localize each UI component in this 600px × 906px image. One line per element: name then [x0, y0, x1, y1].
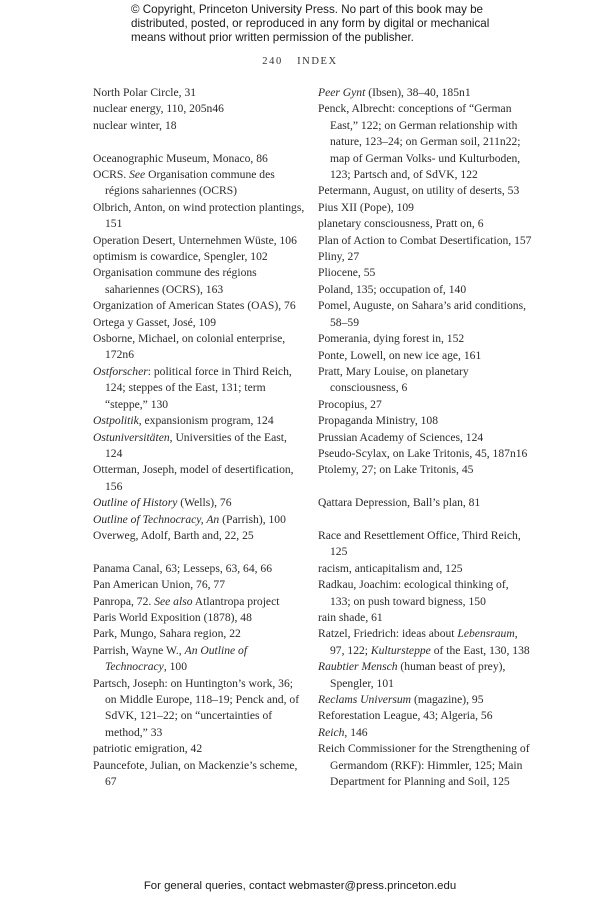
index-entry [318, 708, 532, 724]
section-title: INDEX [297, 56, 338, 67]
index-entry-text: Organisation commune des régions sahariennes (OCRS) [105, 168, 275, 198]
index-entry [93, 233, 307, 249]
index-entry-text: patriotic emigration, 42 [93, 742, 203, 756]
index-entry [93, 512, 307, 528]
index-entry-text: Petermann, August, on utility of deserts, 53 [318, 184, 520, 198]
index-entry [93, 594, 307, 610]
index-entry [318, 216, 532, 232]
index-entry-text: nuclear winter, 18 [93, 118, 177, 132]
letter-group-gap [318, 512, 532, 528]
index-entry-text: Pauncefote, Julian, on Mackenzie’s scheme, 67 [93, 758, 298, 789]
index-column-right [318, 85, 532, 790]
index-entry [93, 758, 307, 791]
index-entry-italic-text: Ostpolitik [93, 414, 139, 428]
index-entry [93, 626, 307, 642]
index-entry [93, 610, 307, 626]
index-entry [93, 265, 307, 298]
index-entry-text: planetary consciousness, Pratt on, 6 [318, 217, 484, 231]
index-entry-text: rain shade, 61 [318, 610, 383, 624]
index-entry-text: Reforestation League, 43; Algeria, 56 [318, 709, 493, 723]
index-entry-text: , 146 [344, 725, 368, 739]
index-entry [93, 200, 307, 233]
index-entry-text: Prussian Academy of Sciences, 124 [318, 430, 484, 444]
index-entry-text: North Polar Circle, 31 [93, 86, 197, 99]
index-entry [93, 462, 307, 495]
index-entry-text: Organisation commune des régions sahariennes (OCRS), 163 [93, 266, 257, 296]
index-entry-text: : political force in Third Reich, 124; steppes of the East, 131; term “steppe,” 130 [105, 364, 292, 411]
index-entry [93, 151, 307, 167]
index-entry-text: Otterman, Joseph, model of desertification, 156 [93, 463, 294, 493]
index-entry-text: of the East, 130, 138 [430, 643, 530, 657]
index-entry [318, 183, 532, 199]
index-entry [318, 446, 532, 462]
index-entry-text: Pomerania, dying forest in, 152 [318, 332, 465, 346]
index-entry-text: Parrish, Wayne W., [93, 643, 185, 657]
index-entry [93, 298, 307, 314]
index-entry-italic-text: Reich [318, 725, 345, 739]
page-number: 240 [262, 56, 283, 67]
index-entry [93, 643, 307, 676]
index-entry [93, 315, 307, 331]
index-entry-text: Pius XII (Pope), 109 [318, 200, 414, 214]
index-entry [318, 725, 532, 741]
index-entry [93, 561, 307, 577]
index-entry-text: Organization of American States (OAS), 76 [93, 299, 296, 313]
index-entry-text: Park, Mungo, Sahara region, 22 [93, 627, 241, 641]
index-entry [318, 101, 532, 183]
index-entry-text: OCRS. [93, 168, 130, 182]
index-column-left [93, 85, 307, 790]
index-entry-text: , 100 [163, 660, 187, 674]
index-entry [93, 331, 307, 364]
index-entry [93, 495, 307, 511]
index-entry [318, 659, 532, 692]
index-entry-text: Procopius, 27 [318, 397, 382, 411]
index-entry-italic-text: Ostuniversitäten [93, 430, 170, 444]
index-entry-text: optimism is cowardice, Spengler, 102 [93, 250, 268, 264]
index-entry-italic-text: Peer Gynt [318, 86, 366, 99]
index-entry-text: Race and Resettlement Office, Third Reich, 125 [318, 528, 521, 559]
index-entry-text: Olbrich, Anton, on wind protection plantings, 151 [93, 200, 305, 231]
index-entry-text: (Parrish), 100 [219, 512, 286, 526]
index-entry-text: Ponte, Lowell, on new ice age, 161 [318, 348, 482, 362]
index-entry [93, 101, 307, 117]
index-entry-text: Atlantropa project [192, 594, 280, 608]
index-entry-italic-text: Outline of Technocracy, An [93, 512, 220, 526]
index-entry-text: (magazine), 95 [411, 693, 484, 706]
index-entry [318, 265, 532, 281]
index-entry-text: Ptolemy, 27; on Lake Tritonis, 45 [318, 463, 474, 477]
index-entry-text: Plan of Action to Combat Desertification, 157 [318, 233, 532, 247]
index-entry-text: Ortega y Gasset, José, 109 [93, 315, 216, 329]
index-entry-italic-text: Reclams Universum [318, 693, 412, 706]
index-entry [93, 741, 307, 757]
index-entry-text: Oceanographic Museum, Monaco, 86 [93, 151, 268, 165]
index-entry-italic-text: Raubtier Mensch [318, 660, 398, 674]
index-entry [318, 348, 532, 364]
index-entry-text: (Ibsen), 38–40, 185n1 [365, 86, 471, 99]
index-entry-italic-text: See [129, 168, 146, 182]
index-entry-italic-text: An Outline of Technocracy [105, 643, 248, 674]
index-entry [318, 692, 532, 708]
index-entry-italic-text: Outline of History [93, 496, 178, 510]
letter-group-gap [93, 544, 307, 560]
index-entry [93, 528, 307, 544]
index-entry [318, 577, 532, 610]
index-entry-text: Paris World Exposition (1878), 48 [93, 610, 252, 624]
index-entry-italic-text: See also [154, 594, 193, 608]
index-entry [318, 397, 532, 413]
index-entry-text: Operation Desert, Unternehmen Wüste, 106 [93, 233, 297, 247]
index-entry [93, 364, 307, 413]
index-entry [93, 577, 307, 593]
index-entry-text: , 97, 122; [330, 627, 518, 657]
index-entry [318, 610, 532, 626]
index-entry [93, 167, 307, 200]
index-entry [93, 85, 307, 101]
index-entry-text: Pomel, Auguste, on Sahara’s arid conditions, 58–59 [318, 299, 527, 329]
index-entry [318, 626, 532, 659]
index-entry-text: Penck, Albrecht: conceptions of “German East,” 122; on German relationship with nature, 123–24; on German soil, 211n22; map of German Volks- und Kulturboden, 123; Partsch and, of SdVK, 122 [318, 102, 521, 182]
index-entry [93, 676, 307, 742]
index-entry-text: Propaganda Ministry, 108 [318, 414, 439, 428]
index-entry-text: Reich Commissioner for the Strengthening of Germandom (RKF): Himmler, 125; Main Department for Planning and Soil, 125 [318, 742, 530, 789]
index-entry-text: , expansionism program, 124 [138, 414, 274, 428]
index-entry-text: Pratt, Mary Louise, on planetary consciousness, 6 [318, 364, 469, 395]
index-entry [93, 430, 307, 463]
index-entry-text: racism, anticapitalism and, 125 [318, 561, 463, 575]
index-entry-text: , Universities of the East, 124 [105, 430, 287, 460]
index-entry [318, 462, 532, 478]
index-entry [318, 331, 532, 347]
index-entry-italic-text: Kultursteppe [370, 643, 431, 657]
index-entry [318, 741, 532, 790]
index-entry [318, 233, 532, 249]
index-entry-text: (Wells), 76 [177, 496, 232, 510]
index-entry-text: (human beast of prey), Spengler, 101 [330, 660, 506, 690]
letter-group-gap [318, 479, 532, 495]
index-entry [318, 249, 532, 265]
index-entry-text: Qattara Depression, Ball’s plan, 81 [318, 496, 481, 510]
index-entry-text: Pliny, 27 [318, 250, 360, 264]
index-entry-text: Pan American Union, 76, 77 [93, 578, 226, 592]
index-entry [318, 528, 532, 561]
index-entry [318, 282, 532, 298]
index-entry [318, 200, 532, 216]
index-entry-text: Panama Canal, 63; Lesseps, 63, 64, 66 [93, 561, 273, 575]
index-entry-text: Overweg, Adolf, Barth and, 22, 25 [93, 528, 254, 542]
index-entry [93, 118, 307, 134]
index-entry [318, 364, 532, 397]
index-entry-text: Partsch, Joseph: on Huntington’s work, 36; on Middle Europe, 118–19; Penck and, of SdVK, 121–22; on “uncertainties of method,” 33 [93, 676, 300, 739]
index-entry [318, 561, 532, 577]
letter-group-gap [93, 134, 307, 150]
index-entry [318, 495, 532, 511]
index-entry [318, 298, 532, 331]
index-entry [318, 430, 532, 446]
index-entry-text: Poland, 135; occupation of, 140 [318, 282, 467, 296]
index-entry-text: Radkau, Joachim: ecological thinking of, 133; on push toward bigness, 150 [318, 578, 509, 608]
footer-contact: For general queries, contact webmaster@press.princeton.edu [143, 880, 457, 892]
copyright-notice: © Copyright, Princeton University Press. No part of this book may be distributed, posted, or reproduced in any form by digital or mechanical means without prior written permission of the publisher. [131, 3, 490, 45]
index-entry-text: Panropa, 72. [93, 594, 155, 608]
running-head [0, 56, 600, 67]
index-entry-text: Ratzel, Friedrich: ideas about [318, 627, 458, 641]
index-entry [318, 413, 532, 429]
index-entry-text: Pseudo-Scylax, on Lake Tritonis, 45, 187n16 [318, 446, 528, 460]
index-entry [318, 85, 532, 101]
index-entry-text: nuclear energy, 110, 205n46 [93, 102, 224, 116]
index-entry [93, 249, 307, 265]
index-entry-italic-text: Lebensraum [457, 627, 515, 641]
index-entry [93, 413, 307, 429]
index-entry-text: Pliocene, 55 [318, 266, 376, 280]
index-entry-text: Osborne, Michael, on colonial enterprise, 172n6 [93, 332, 286, 362]
index-entry-italic-text: Ostforscher [93, 364, 148, 378]
